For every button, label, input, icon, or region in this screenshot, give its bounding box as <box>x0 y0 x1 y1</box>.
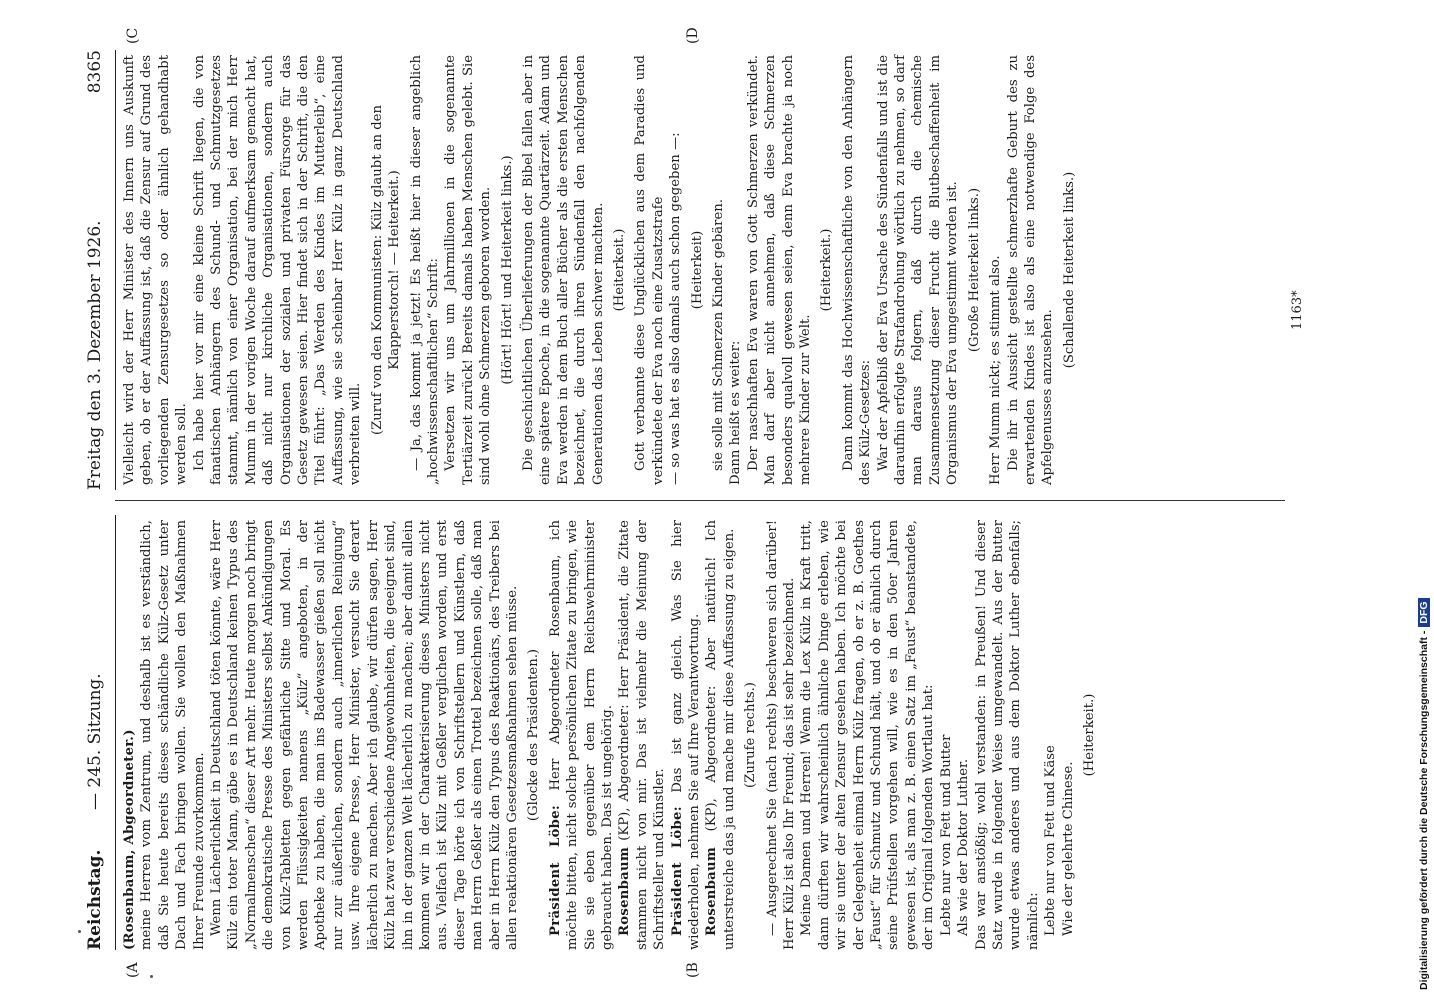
paragraph: Herr Mumm nickt; es stimmt also. <box>988 255 1004 485</box>
verse-line: Lebte nur von Fett und Käse <box>1043 745 1059 936</box>
dfg-logo: DFG <box>1418 598 1430 626</box>
paragraph: meine Herren vom Zentrum, und deshalb ist es verständlich, daß Sie heute bereits dieses schändliche Külz-Gesetz unter Dach und Fach bringen wollen. Sie wollen den Maßnahmen Ihrer Freunde zuvorkommen. <box>139 520 207 950</box>
scan-speck <box>150 975 153 978</box>
paragraph: Ich habe hier vor mir eine kleine Schrift liegen, die von fanatischen Anhängern des Schund- und Schmutzgesetzes stammt, nämlich von einer Organisation, bei der mich Herr Mumm in der vorigen Woche darauf aufmerksam gemacht hat, daß nicht nur kirchliche Organisationen, sondern auch Organisationen der sozialen und privaten Fürsorge für das Gesetz gewesen seien. Hier findet sich in der Schrift, die den Titel führt: „Das Werden des Kindes im Mutterleib“, eine Auffassung, wie sie scheinbar Herr Külz in ganz Deutschland verbreiten will. <box>191 55 364 485</box>
stage-note: (Schallende Heiterkeit links.) <box>1061 171 1077 369</box>
stage-note: (Heiterkeit.) <box>819 228 835 312</box>
stage-note: (Zurufe rechts.) <box>743 682 759 788</box>
header-rule-right <box>115 50 116 490</box>
right-column <box>121 55 1082 485</box>
header-left-title: Reichstag. <box>85 849 105 950</box>
speech-paragraph: Rosenbaum (KP), Abgeordneter: Aber natürlich! Ich unterstreiche das ja und mache mir diese Auffassung zu eigen. <box>704 520 737 950</box>
speaker-name: Präsident Löbe: <box>669 806 685 936</box>
digitization-credit <box>1418 30 1434 990</box>
paragraph: Wenn Lächerlichkeit in Deutschland töten könnte, wäre Herr Külz ein toter Mann, gäbe es in Deutschland keinen Typus des „Normalmenschen“ dieser Art mehr. Heute morgen noch bringt die demokratische Presse des Ministers selbst Ankündigungen von Külz-Tabletten gegen gefährliche Sitte und Moral. Es werden Flüssigkeiten namens „Külz“ angeboten, in der Apotheke zu haben, die man ins Badewasser gießen soll nicht nur zur äußerlichen, sondern auch „innerlichen Reinigung“ usw. Ihre eigene Presse, Herr Minister, versucht Sie derart lächerlich zu machen. Aber ich glaube, wir dürfen sagen, Herr Külz hat zwar verschiedene Angewohnheiten, die geeignet sind, ihn in der ganzen Welt lächerlich zu machen; aber damit allein kommen wir in der Charakterisierung dieses Ministers nicht aus. Vielfach ist Külz mit Geßler verglichen worden, und erst dieser Tage hörte ich von Schriftstellern und Künstlern, daß man Herrn Geßler als einen Trottel bezeichnen solle, daß man aber in Herrn Külz den Typus des Reaktionärs, des Treibers bei allen reaktionären Gesetzesmaßnahmen sehen müsse. <box>209 520 520 950</box>
paragraph: — Ausgerechnet Sie (nach rechts) beschweren sich darüber! Herr Külz ist also Ihr Freund; das ist sehr bezeichnend. <box>764 520 798 950</box>
stage-note: (Glocke des Präsidenten.) <box>526 648 542 822</box>
credit-text: Digitalisierung gefördert durch die Deutsche Forschungsgemeinschaft - <box>1418 630 1430 990</box>
verse-line: Lebte nur von Fett und Butter <box>938 734 954 936</box>
margin-mark-b: (B <box>685 962 701 978</box>
stage-note: (Heiterkeit.) <box>1081 693 1097 777</box>
speaker-name: Rosenbaum <box>617 846 633 936</box>
quoted-paragraph: Versetzen wir uns um Jahrmillionen in die sogenannte Tertiärzeit zurück! Bereits damals haben Menschen gelebt. Sie sind wohl ohne Schmerzen geboren worden. <box>443 55 494 485</box>
footer-sheet-number: 1163* <box>1290 290 1305 330</box>
speaker-name: Präsident Löbe: <box>547 804 563 936</box>
margin-mark-d: (D <box>685 27 701 44</box>
stage-note: (Große Heiterkeit links.) <box>966 187 982 353</box>
paragraph: — so was hat es also damals auch schon gegeben —: <box>668 132 684 485</box>
header-left <box>85 510 115 950</box>
margin-mark-c: (C <box>125 27 141 44</box>
paragraph: Dann heißt es weiter: <box>728 340 744 485</box>
verse-line: Wie der gelehrte Chinese. <box>1060 761 1076 936</box>
speech-paragraph: Präsident Löbe: Das ist ganz gleich. Was Sie hier wiederholen, nehmen Sie auf Ihre Verantwortung. <box>669 520 702 950</box>
header-right-date: Freitag den 3. Dezember 1926. <box>85 220 105 490</box>
quoted-paragraph: Der naschhaften Eva waren von Gott Schmerzen verkündet. Man darf aber nicht annehmen, daß diese Schmerzen besonders qualvoll gewesen seien, denn Eva brachte ja noch mehrere Kinder zur Welt. <box>745 55 814 485</box>
page-number: 8365 <box>85 50 105 94</box>
header-left-session: — 245. Sitzung. <box>85 673 105 810</box>
stage-note: (Heiterkeit.) <box>611 228 627 312</box>
verse-line: Als wie der Doktor Luther. <box>956 758 972 936</box>
speech-paragraph: Rosenbaum (KP), Abgeordneter: Herr Präsident, die Zitate stammen nicht von mir. Das ist vielmehr die Meinung der Schriftsteller und Künstler. <box>617 520 668 950</box>
stage-note: (Heiterkeit) <box>689 230 705 310</box>
paragraph: Dann kommt das Hochwissenschaftliche von den Anhängern des Külz-Gesetzes: <box>840 55 874 485</box>
speaker-name: Rosenbaum <box>704 846 720 936</box>
paragraph: Vielleicht wird der Herr Minister des Innern uns Auskunft geben, ob er der Auffassung ist, daß die Zensur auf Grund des vorliegenden Zensurgesetzes so oder ähnlich gehandhabt werden soll. <box>122 55 190 485</box>
paragraph: Das war anstößig; wohl verstanden: in Preußen! Und dieser Satz wurde in folgender Weise umgewandelt. Aus der Butter wurde etwas anderes und aus dem Doktor Luther ebenfalls; nämlich: <box>973 520 1041 950</box>
stage-note: (Hört! Hört! und Heiterkeit links.) <box>499 155 515 385</box>
margin-mark-a: (A <box>125 962 141 978</box>
quoted-paragraph: Gott verbannte diese Unglücklichen aus dem Paradies und verkündete der Eva noch eine Zusatzstrafe <box>633 55 666 485</box>
scan-speck <box>78 930 81 933</box>
column-divider <box>115 500 1285 501</box>
quoted-paragraph: War der Apfelbiß der Eva Ursache des Sündenfalls und ist die daraufhin erfolgte Strafandrohung wörtlich zu nehmen, so darf man daraus folgern, daß durch die chemische Zusammensetzung dieser Frucht die Blutbeschaffenheit im Organismus der Eva umgestimmt worden ist. <box>875 55 961 485</box>
quoted-paragraph: sie solle mit Schmerzen Kinder gebären. <box>711 199 726 471</box>
stage-note: (Zuruf von den Kommunisten: Külz glaubt an den Klapperstorch! — Heiterkeit.) <box>369 105 403 435</box>
speaker-continued: (Rosenbaum, Abgeordneter.) <box>122 729 137 950</box>
speech-paragraph: Präsident Löbe: Herr Abgeordneter Rosenbaum, ich möchte bitten, nicht solche persönlichen Zitate zu bringen, wie Sie sie eben gegenüber dem Herrn Reichswehrminister gebraucht haben. Das ist ungehörig. <box>547 520 615 950</box>
paragraph: Meine Damen und Herren! Wenn die Lex Külz in Kraft tritt, dann dürften wir wahrscheinlich ähnliche Dinge erleben, wie wir sie unter der alten Zensur gesehen haben. Ich möchte bei der Gelegenheit einmal Herrn Külz fragen, ob er z. B. Goethes „Faust“ für Schmutz und Schund hält, und ob er ähnlich durch seine Prüfstellen vorgehen will, wie es in den 50er Jahren gewesen ist, als man z. B. einen Satz im „Faust“ beanstandete, der im Original folgenden Wortlaut hat: <box>799 520 937 950</box>
header-rule-left <box>115 515 116 950</box>
quoted-paragraph: Die ihr in Aussicht gestellte schmerzhafte Geburt des zu erwartenden Kindes ist also als eine notwendige Folge des Apfelgenusses anzusehen. <box>1005 55 1056 485</box>
header-right <box>85 50 115 490</box>
left-column <box>121 520 1102 950</box>
quoted-paragraph: Die geschichtlichen Überlieferungen der Bibel fallen aber in eine spätere Epoche, in die sogenannte Quartärzeit. Adam und Eva werden in dem Buch aller Bücher als die ersten Menschen bezeichnet, die durch ihren Sündenfall den nachfolgenden Generationen das Leben schwer machten. <box>520 55 606 485</box>
rotated-document-sheet <box>85 27 1315 978</box>
paragraph: — Ja, das kommt ja jetzt! Es heißt hier in dieser angeblich „hochwissenschaftlichen“ Schrift: <box>408 55 441 485</box>
